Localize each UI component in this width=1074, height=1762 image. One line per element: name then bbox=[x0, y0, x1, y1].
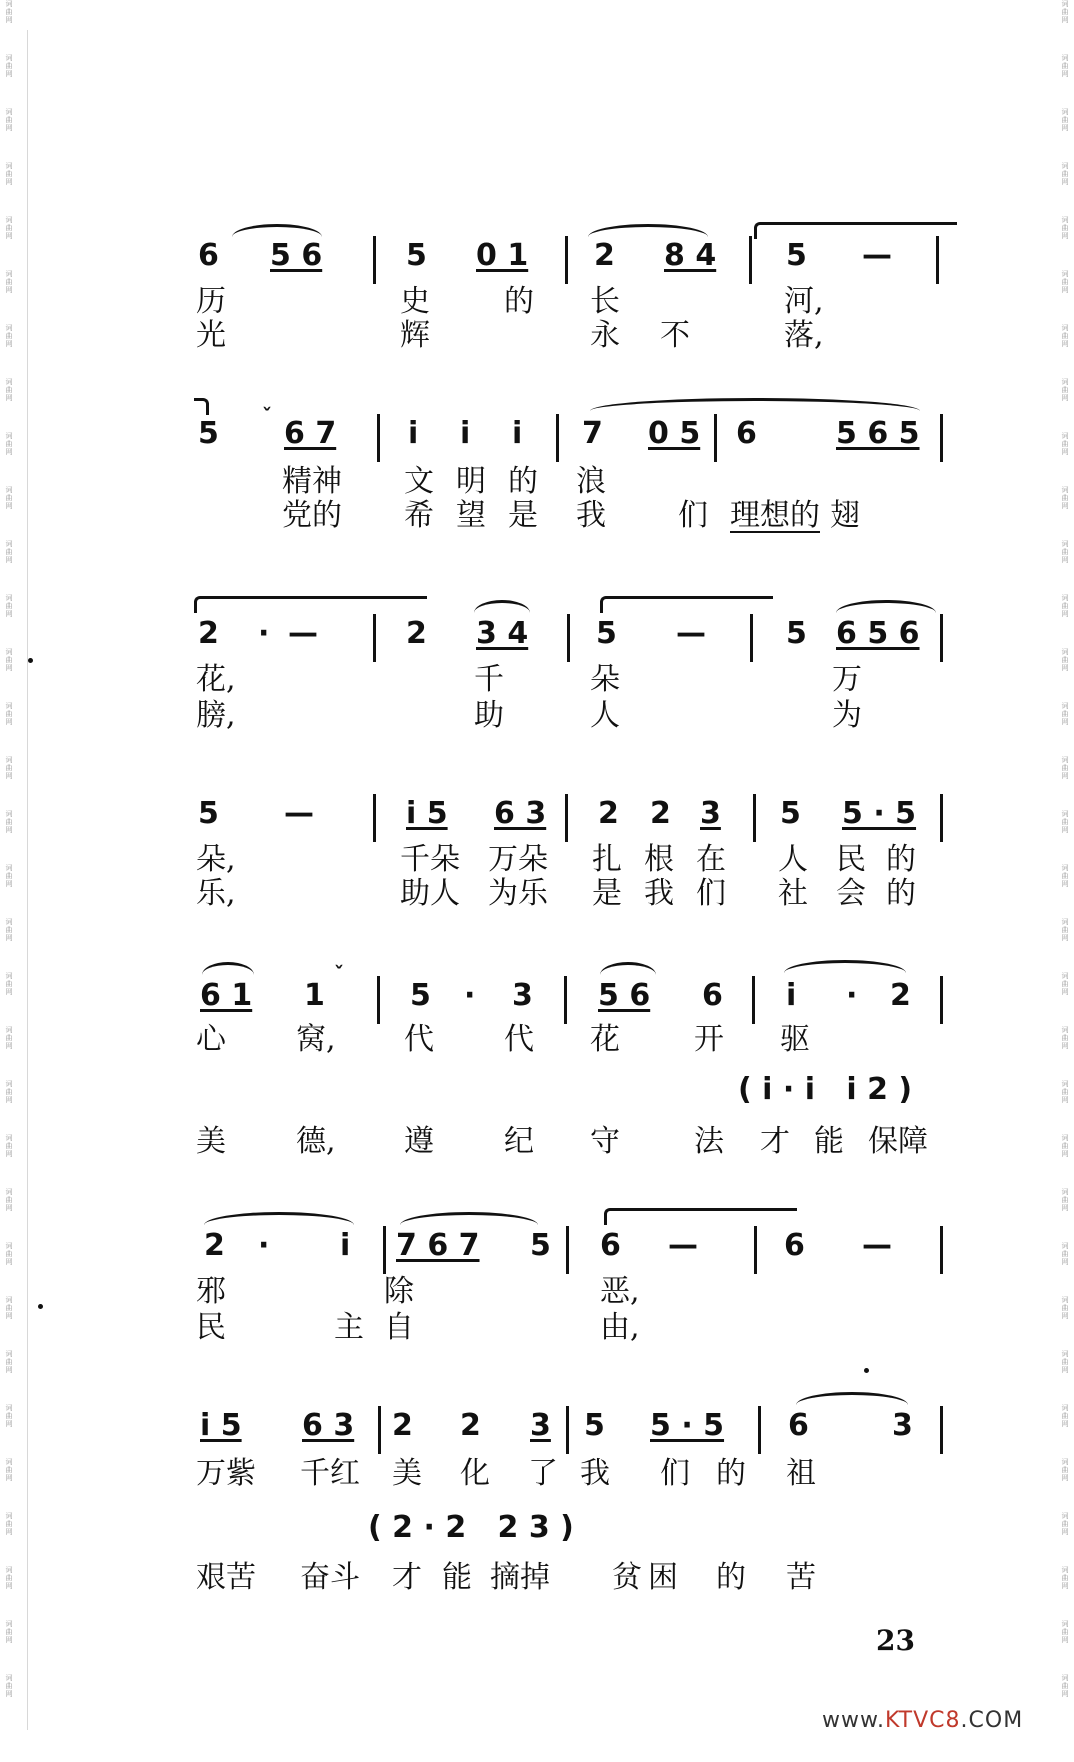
side-tag: 词曲网 bbox=[5, 1026, 13, 1050]
slur bbox=[400, 1212, 538, 1225]
barline bbox=[377, 414, 380, 462]
lyric: 人 bbox=[778, 842, 808, 877]
note: 2 bbox=[650, 796, 671, 831]
side-tag: 词曲网 bbox=[1061, 1674, 1069, 1698]
scan-speck bbox=[38, 1304, 43, 1309]
barline bbox=[564, 976, 567, 1024]
barline bbox=[566, 1226, 569, 1274]
side-tag: 词曲网 bbox=[1061, 648, 1069, 672]
lyric: 为乐 bbox=[488, 876, 548, 911]
side-tag: 词曲网 bbox=[5, 1404, 13, 1428]
watermark-suffix: .COM bbox=[960, 1708, 1024, 1733]
breath-mark: ˇ bbox=[334, 962, 344, 986]
barline bbox=[377, 976, 380, 1024]
side-tag: 词曲网 bbox=[5, 864, 13, 888]
lyric: 艰苦 bbox=[196, 1560, 256, 1595]
note: 5 bbox=[786, 616, 807, 651]
lyric: 文 bbox=[404, 464, 434, 499]
lyric: 贫 bbox=[612, 1560, 642, 1595]
barline bbox=[565, 236, 568, 284]
side-tag: 词曲网 bbox=[5, 1080, 13, 1104]
lyric: 除 bbox=[384, 1274, 414, 1309]
side-tag: 词曲网 bbox=[5, 162, 13, 186]
note: 7 6 7 bbox=[396, 1228, 480, 1263]
lyric: 德, bbox=[296, 1124, 336, 1159]
barline bbox=[750, 614, 753, 662]
lyric: 民 bbox=[196, 1310, 226, 1345]
lyric: 长 bbox=[590, 284, 620, 319]
lyric: 苦 bbox=[786, 1560, 816, 1595]
note: 5 bbox=[786, 238, 807, 273]
note: 5 6 5 bbox=[836, 416, 920, 451]
side-tag: 词曲网 bbox=[1061, 216, 1069, 240]
lyric-row-2b bbox=[0, 498, 1074, 538]
note: — bbox=[676, 616, 706, 651]
barline bbox=[758, 1406, 761, 1454]
slur bbox=[836, 600, 936, 613]
lyric: 纪 bbox=[504, 1124, 534, 1159]
side-tag: 词曲网 bbox=[1061, 1026, 1069, 1050]
lyric: 我 bbox=[644, 876, 674, 911]
lyric: 的 bbox=[504, 284, 534, 319]
note: 1 bbox=[304, 978, 325, 1013]
lyric: 能 bbox=[814, 1124, 844, 1159]
note: · bbox=[258, 1228, 270, 1263]
lyric: 千红 bbox=[300, 1456, 360, 1491]
side-tag: 词曲网 bbox=[1061, 1404, 1069, 1428]
lyric: 摘掉 bbox=[490, 1560, 550, 1595]
note: 3 bbox=[700, 796, 721, 831]
lyric: 的 bbox=[716, 1456, 746, 1491]
lyric: 由, bbox=[600, 1310, 640, 1345]
lyric: 奋斗 bbox=[300, 1560, 360, 1595]
note: 3 bbox=[892, 1408, 913, 1443]
lyric: 不 bbox=[660, 318, 690, 353]
side-tag: 词曲网 bbox=[1061, 54, 1069, 78]
note: 2 bbox=[460, 1408, 481, 1443]
lyric: 法 bbox=[694, 1124, 724, 1159]
lyric: 的 bbox=[716, 1560, 746, 1595]
lyric: 史 bbox=[400, 284, 430, 319]
side-tag: 词曲网 bbox=[1061, 810, 1069, 834]
note: 0 5 bbox=[648, 416, 701, 451]
note: · bbox=[846, 978, 858, 1013]
barline bbox=[752, 976, 755, 1024]
lyric: 心 bbox=[196, 1022, 226, 1057]
side-tag: 词曲网 bbox=[1061, 432, 1069, 456]
lyric: 困 bbox=[648, 1560, 678, 1595]
lyric: 们 bbox=[660, 1456, 690, 1491]
lyric: 膀, bbox=[196, 698, 236, 733]
side-tag: 词曲网 bbox=[5, 486, 13, 510]
lyric: 才 bbox=[760, 1124, 790, 1159]
note: 3 4 bbox=[476, 616, 529, 651]
lyric: 开 bbox=[694, 1022, 724, 1057]
barline bbox=[749, 236, 752, 284]
slur bbox=[796, 1392, 908, 1405]
lyric-row-6a bbox=[0, 1274, 1074, 1314]
repeat-notes-paren: ( i · i i 2 ) bbox=[738, 1072, 913, 1107]
lyric: 美 bbox=[196, 1124, 226, 1159]
side-tag: 词曲网 bbox=[5, 1620, 13, 1644]
slur bbox=[204, 1212, 354, 1225]
lyric: 根 bbox=[644, 842, 674, 877]
lyric: 驱 bbox=[780, 1022, 810, 1057]
lyric: 的 bbox=[886, 876, 916, 911]
tie bbox=[604, 1208, 797, 1225]
note: 5 · 5 bbox=[650, 1408, 725, 1443]
lyric: 们 bbox=[696, 876, 726, 911]
lyric-row-7b bbox=[0, 1560, 1074, 1600]
lyric: 才 bbox=[392, 1560, 422, 1595]
side-tag: 词曲网 bbox=[1061, 378, 1069, 402]
lyric: 美 bbox=[392, 1456, 422, 1491]
side-tag: 词曲网 bbox=[5, 1566, 13, 1590]
lyric: 窝, bbox=[296, 1022, 336, 1057]
lyric: 守 bbox=[590, 1124, 620, 1159]
barline bbox=[383, 1226, 386, 1274]
lyric: 在 bbox=[696, 842, 726, 877]
note: · bbox=[258, 616, 270, 651]
side-tag: 词曲网 bbox=[1061, 918, 1069, 942]
lyric: 我 bbox=[580, 1456, 610, 1491]
page-number: 23 bbox=[876, 1624, 915, 1657]
lyric: 恶, bbox=[600, 1274, 640, 1309]
note: — bbox=[288, 616, 318, 651]
barline bbox=[556, 414, 559, 462]
note: 8 4 bbox=[664, 238, 717, 273]
lyric: 主 bbox=[334, 1310, 364, 1345]
side-tag: 词曲网 bbox=[1061, 864, 1069, 888]
lyric: 社 bbox=[778, 876, 808, 911]
lyric: 我 bbox=[576, 498, 606, 533]
watermark-brand: KTVC8 bbox=[884, 1708, 961, 1733]
note: 3 bbox=[512, 978, 533, 1013]
barline bbox=[940, 414, 943, 462]
barline bbox=[754, 1226, 757, 1274]
note: 6 bbox=[600, 1228, 621, 1263]
side-tag: 词曲网 bbox=[5, 540, 13, 564]
note: 2 bbox=[890, 978, 911, 1013]
side-tag: 词曲网 bbox=[5, 108, 13, 132]
lyric: 万朵 bbox=[488, 842, 548, 877]
lyric: 邪 bbox=[196, 1274, 226, 1309]
side-tag: 词曲网 bbox=[5, 378, 13, 402]
lyric: 河, bbox=[784, 284, 824, 319]
side-tag: 词曲网 bbox=[1061, 540, 1069, 564]
lyric: 千 bbox=[474, 662, 504, 697]
lyric: 千朵 bbox=[400, 842, 460, 877]
barline bbox=[378, 1406, 381, 1454]
note: — bbox=[284, 796, 314, 831]
note: 6 bbox=[702, 978, 723, 1013]
tie bbox=[600, 596, 773, 613]
side-tag: 词曲网 bbox=[1061, 1242, 1069, 1266]
side-tag: 词曲网 bbox=[1061, 324, 1069, 348]
note: 6 5 6 bbox=[836, 616, 920, 651]
note: 6 bbox=[788, 1408, 809, 1443]
note: 2 bbox=[406, 616, 427, 651]
note: 5 bbox=[198, 796, 219, 831]
lyric: 万 bbox=[832, 662, 862, 697]
lyric: 望 bbox=[456, 498, 486, 533]
side-tag: 词曲网 bbox=[5, 1512, 13, 1536]
side-tag: 词曲网 bbox=[5, 1242, 13, 1266]
side-tag: 词曲网 bbox=[1061, 1512, 1069, 1536]
side-tag: 词曲网 bbox=[1061, 1080, 1069, 1104]
side-tag: 词曲网 bbox=[1061, 270, 1069, 294]
side-tag: 词曲网 bbox=[1061, 594, 1069, 618]
slur bbox=[600, 962, 656, 975]
slur bbox=[590, 398, 920, 411]
note: i bbox=[460, 416, 471, 451]
barline bbox=[940, 976, 943, 1024]
site-watermark[interactable] bbox=[822, 1708, 1023, 1733]
note: 5 bbox=[198, 416, 219, 451]
side-tag: 词曲网 bbox=[5, 702, 13, 726]
barline bbox=[940, 794, 943, 842]
slur bbox=[784, 960, 906, 973]
lyric: 花 bbox=[590, 1022, 620, 1057]
lyric: 遵 bbox=[404, 1124, 434, 1159]
side-tag: 词曲网 bbox=[5, 594, 13, 618]
lyric: 翅 bbox=[830, 498, 860, 533]
note: 2 bbox=[594, 238, 615, 273]
side-tag: 词曲网 bbox=[5, 1458, 13, 1482]
lyric-row-3a bbox=[0, 662, 1074, 702]
lyric: 乐, bbox=[196, 876, 236, 911]
note: 3 bbox=[530, 1408, 551, 1443]
repeat-notes-paren: ( 2 · 2 2 3 ) bbox=[368, 1510, 574, 1545]
breath-mark: ˇ bbox=[262, 404, 272, 428]
lyric: 朵 bbox=[590, 662, 620, 697]
side-tag: 词曲网 bbox=[5, 1674, 13, 1698]
side-tag: 词曲网 bbox=[1061, 972, 1069, 996]
side-tag: 词曲网 bbox=[5, 918, 13, 942]
lyric: 们 bbox=[678, 498, 708, 533]
side-tag: 词曲网 bbox=[1061, 1458, 1069, 1482]
lyric: 党的 bbox=[282, 498, 342, 533]
lyric: 的 bbox=[508, 464, 538, 499]
side-tag: 词曲网 bbox=[5, 1350, 13, 1374]
side-tag: 词曲网 bbox=[5, 648, 13, 672]
side-tag: 词曲网 bbox=[5, 270, 13, 294]
lyric: 是 bbox=[592, 876, 622, 911]
note: 6 1 bbox=[200, 978, 253, 1013]
tie bbox=[754, 222, 957, 239]
note: i bbox=[408, 416, 419, 451]
lyric: 明 bbox=[456, 464, 486, 499]
lyric: 的 bbox=[886, 842, 916, 877]
note: — bbox=[862, 238, 892, 273]
barline bbox=[753, 794, 756, 842]
note: 2 bbox=[198, 616, 219, 651]
note: 5 6 bbox=[270, 238, 323, 273]
side-tag: 词曲网 bbox=[1061, 0, 1069, 24]
note: 6 3 bbox=[302, 1408, 355, 1443]
note: i 5 bbox=[200, 1408, 242, 1443]
note: — bbox=[862, 1228, 892, 1263]
lyric: 浪 bbox=[576, 464, 606, 499]
lyric-row-7a bbox=[0, 1456, 1074, 1496]
lyric: 扎 bbox=[592, 842, 622, 877]
lyric: 了 bbox=[528, 1456, 558, 1491]
lyric: 理想的 bbox=[730, 498, 820, 533]
barline bbox=[567, 614, 570, 662]
side-tag: 词曲网 bbox=[1061, 1350, 1069, 1374]
watermark-prefix: www. bbox=[822, 1708, 885, 1733]
lyric: 能 bbox=[442, 1560, 472, 1595]
side-tag: 词曲网 bbox=[5, 810, 13, 834]
lyric: 精神 bbox=[282, 464, 342, 499]
note: 6 bbox=[784, 1228, 805, 1263]
side-tag: 词曲网 bbox=[1061, 1188, 1069, 1212]
barline bbox=[936, 236, 939, 284]
tie bbox=[194, 596, 427, 613]
note: i bbox=[786, 978, 797, 1013]
barline bbox=[373, 614, 376, 662]
note: 5 · 5 bbox=[842, 796, 917, 831]
side-tag: 词曲网 bbox=[1061, 486, 1069, 510]
note: 5 bbox=[780, 796, 801, 831]
lyric: 保障 bbox=[868, 1124, 928, 1159]
side-tag: 词曲网 bbox=[5, 1134, 13, 1158]
lyric: 永 bbox=[590, 318, 620, 353]
lyric: 落, bbox=[784, 318, 824, 353]
note: i bbox=[512, 416, 523, 451]
lyric: 万紫 bbox=[196, 1456, 256, 1491]
note: i bbox=[340, 1228, 351, 1263]
note: 7 bbox=[582, 416, 603, 451]
side-tag: 词曲网 bbox=[1061, 1620, 1069, 1644]
side-tag: 词曲网 bbox=[5, 216, 13, 240]
side-tag: 词曲网 bbox=[1061, 162, 1069, 186]
side-tag: 词曲网 bbox=[5, 1188, 13, 1212]
lyric: 辉 bbox=[400, 318, 430, 353]
note: 5 bbox=[410, 978, 431, 1013]
side-tag: 词曲网 bbox=[5, 0, 13, 24]
lyric-row-5a bbox=[0, 1022, 1074, 1062]
lyric: 会 bbox=[836, 876, 866, 911]
lyric: 希 bbox=[404, 498, 434, 533]
note: 5 bbox=[530, 1228, 551, 1263]
barline bbox=[940, 1406, 943, 1454]
note: 2 bbox=[598, 796, 619, 831]
slur bbox=[202, 962, 254, 975]
note: 6 7 bbox=[284, 416, 337, 451]
lyric: 为 bbox=[832, 698, 862, 733]
barline bbox=[940, 614, 943, 662]
side-tag: 词曲网 bbox=[1061, 1134, 1069, 1158]
lyric: 朵, bbox=[196, 842, 236, 877]
note: — bbox=[668, 1228, 698, 1263]
note: 6 bbox=[198, 238, 219, 273]
lyric: 助人 bbox=[400, 876, 460, 911]
note: 5 bbox=[406, 238, 427, 273]
scan-speck bbox=[864, 1368, 869, 1373]
lyric: 花, bbox=[196, 662, 236, 697]
lyric: 历 bbox=[196, 284, 226, 319]
side-tag: 词曲网 bbox=[5, 1296, 13, 1320]
side-tag: 词曲网 bbox=[5, 756, 13, 780]
lyric: 人 bbox=[590, 698, 620, 733]
note: 2 bbox=[392, 1408, 413, 1443]
barline bbox=[565, 794, 568, 842]
barline bbox=[373, 236, 376, 284]
note: 5 bbox=[584, 1408, 605, 1443]
lyric: 民 bbox=[836, 842, 866, 877]
lyric: 化 bbox=[460, 1456, 490, 1491]
note: · bbox=[464, 978, 476, 1013]
tie bbox=[194, 398, 209, 415]
lyric-row-5b bbox=[0, 1124, 1074, 1164]
note: i 5 bbox=[406, 796, 448, 831]
side-tag: 词曲网 bbox=[1061, 1566, 1069, 1590]
lyric: 光 bbox=[196, 318, 226, 353]
side-tag: 词曲网 bbox=[5, 432, 13, 456]
side-tag: 词曲网 bbox=[5, 324, 13, 348]
side-tag: 词曲网 bbox=[1061, 756, 1069, 780]
note: 5 bbox=[596, 616, 617, 651]
note: 6 3 bbox=[494, 796, 547, 831]
scan-speck bbox=[28, 658, 33, 663]
note: 5 6 bbox=[598, 978, 651, 1013]
lyric-row-1b bbox=[0, 318, 1074, 358]
lyric: 自 bbox=[384, 1310, 414, 1345]
slur bbox=[474, 600, 530, 613]
barline bbox=[373, 794, 376, 842]
side-tag: 词曲网 bbox=[1061, 108, 1069, 132]
lyric: 助 bbox=[474, 698, 504, 733]
lyric-row-4b bbox=[0, 876, 1074, 916]
lyric: 是 bbox=[508, 498, 538, 533]
lyric-row-3b bbox=[0, 698, 1074, 738]
note: 2 bbox=[204, 1228, 225, 1263]
side-tag: 词曲网 bbox=[1061, 1296, 1069, 1320]
lyric-row-6b bbox=[0, 1310, 1074, 1350]
lyric: 代 bbox=[404, 1022, 434, 1057]
note: 6 bbox=[736, 416, 757, 451]
side-tag: 词曲网 bbox=[5, 54, 13, 78]
side-tag: 词曲网 bbox=[5, 972, 13, 996]
lyric: 代 bbox=[504, 1022, 534, 1057]
lyric: 祖 bbox=[786, 1456, 816, 1491]
barline bbox=[566, 1406, 569, 1454]
side-tag: 词曲网 bbox=[1061, 702, 1069, 726]
note: 0 1 bbox=[476, 238, 529, 273]
barline bbox=[714, 414, 717, 462]
barline bbox=[940, 1226, 943, 1274]
